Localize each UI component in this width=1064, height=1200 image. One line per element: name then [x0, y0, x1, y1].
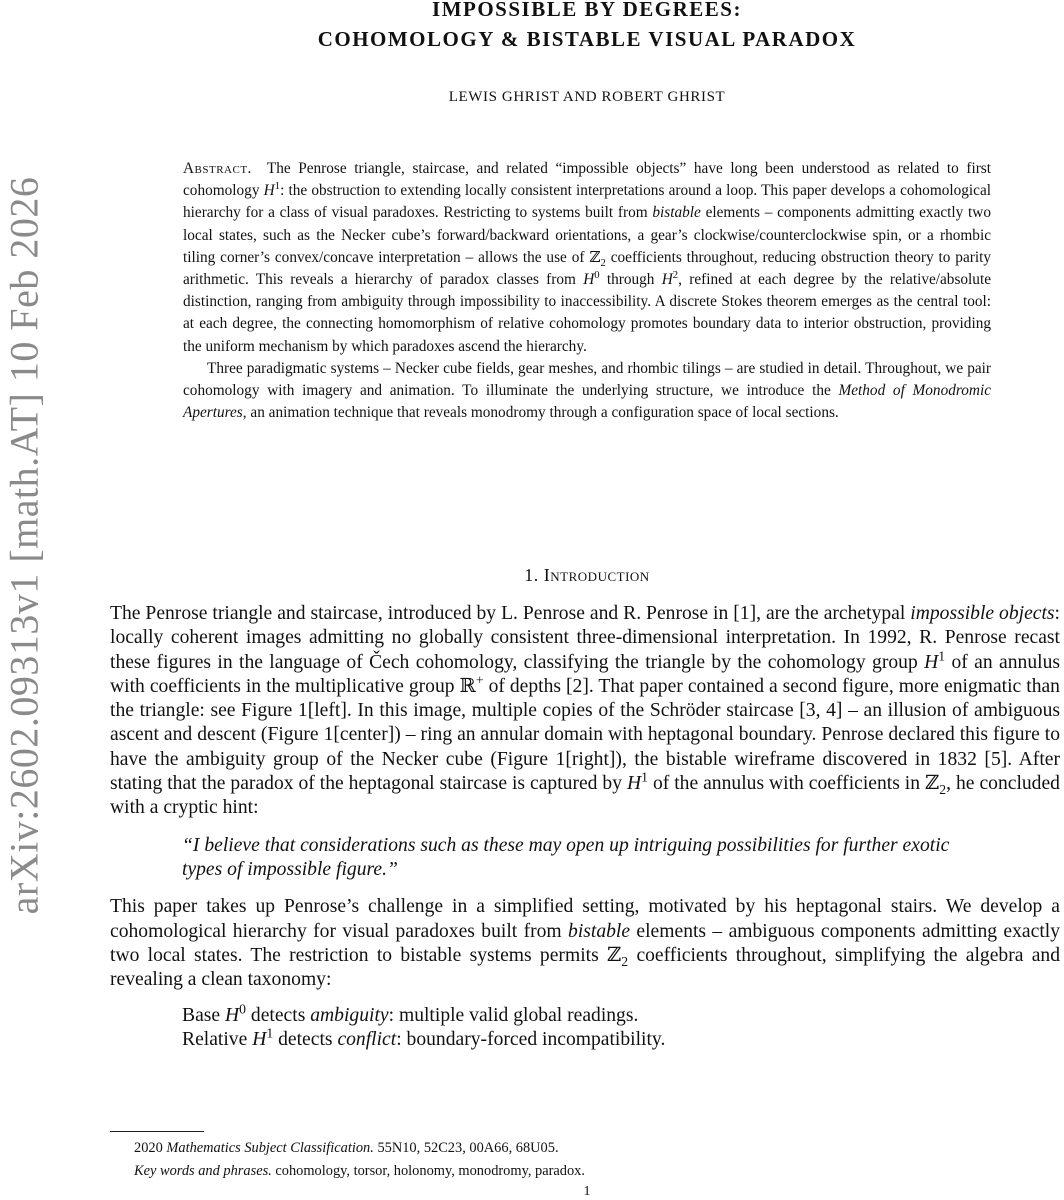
section-number: 1. — [524, 565, 539, 585]
intro-paragraph-2: This paper takes up Penrose’s challenge in a simplified setting, motivated by his heptagonal stairs. We develop a cohomological hierarchy for visual paradoxes built from bistable elements – ambiguous components admitting exactly two local states. The restriction to bistable systems permits ℤ$_2$ coefficients throughout, simplifying the algebra and revealing a clean taxonomy: — [110, 896, 1061, 991]
abstract — [183, 158, 991, 424]
penrose-quote — [182, 834, 992, 883]
intro-paragraph-1: The Penrose triangle and staircase, introduced by L. Penrose and R. Penrose in [1], are the archetypal impossible objects: locally coherent images admitting no globally consistent three-dimensional interpretation. In 1992, R. Penrose recast these figures in the language of Čech cohomology, classifying the triangle by the cohomology group $H^1$ of an annulus with coefficients in the multiplicative group ℝ+ of depths [2]. That paper contained a second figure, more enigmatic than the triangle: see Figure 1[left]. In this image, multiple copies of the Schröder staircase [3, 4] – an illusion of ambiguous ascent and descent (Figure 1[center]) – ring an annular domain with heptagonal boundary. Penrose declared this figure to have the ambiguity group of the Necker cube (Figure 1[right]), the bistable wireframe discovered in 1832 [5]. After stating that the paradox of the heptagonal staircase is captured by $H^1$ of the annulus with coefficients in ℤ$_2$, he concluded with a cryptic hint: — [110, 603, 1060, 819]
abstract-label: Abstract. — [183, 160, 252, 177]
taxonomy-verb: detects — [278, 1029, 333, 1051]
section-heading — [0, 565, 1064, 586]
cohomology-group: H — [252, 1029, 267, 1051]
abstract-paragraph-1 — [183, 158, 991, 358]
title-line-2: COHOMOLOGY & BISTABLE VISUAL PARADOX — [317, 27, 857, 51]
footnote-divider — [110, 1131, 204, 1132]
taxonomy-prefix: Base — [182, 1005, 221, 1027]
taxonomy-prefix: Relative — [182, 1029, 248, 1051]
taxonomy-item — [182, 1025, 1060, 1052]
paper-authors: LEWIS GHRIST AND ROBERT GHRIST — [448, 89, 726, 105]
taxonomy-list — [182, 1001, 1060, 1052]
taxonomy-gloss: : boundary-forced incompatibility. — [396, 1029, 666, 1051]
arxiv-identifier: arXiv:2602.09313v1 [math.AT] 10 Feb 2026 — [1, 176, 47, 914]
title-line-1: IMPOSSIBLE BY DEGREES: — [432, 0, 742, 21]
abstract-paragraph-2: Three paradigmatic systems – Necker cube fields, gear meshes, and rhombic tilings – are studied in detail. Throughout, we pair cohomology with imagery and animation. To illuminate the underlying structure, we introduce the Method of Monodromic Apertures, an animation technique that reveals monodromy through a configuration space of local sections. — [183, 359, 992, 422]
cohomology-group: H — [225, 1005, 240, 1027]
keywords: cohomology, torsor, holonomy, monodromy, paradox. — [275, 1162, 585, 1179]
paper-title — [0, 0, 1064, 54]
arxiv-identifier-stamp — [2, 160, 46, 930]
abstract-text-1: The Penrose triangle, staircase, and related “impossible objects” have long been understood as related to first cohomology $H^1$: the obstruction to extending locally consistent interpretations around a loop. This paper develops a cohomological hierarchy for a class of visual paradoxes. Restricting to systems built from bistable elements – components admitting exactly two local states, such as the Necker cube’s forward/backward orientations, a gear’s clockwise/counterclockwise spin, or a rhombic tiling corner’s convex/concave interpretation – allows the use of ℤ$_2$ coefficients throughout, reducing obstruction theory to parity arithmetic. This reveals a hierarchy of paradox classes from $H^0$ through $H^2$, refined at each degree by the relative/absolute distinction, ranging from ambiguity through impossibility to inaccessibility. A discrete Stokes theorem emerges as the central tool: at each degree, the connecting homomorphism of relative cohomology promotes boundary data to interior obstruction, providing the uniform mechanism by which paradoxes ascend the hierarchy. — [183, 160, 991, 355]
cohomology-degree: 1 — [266, 1025, 274, 1041]
taxonomy-term: conflict — [337, 1029, 397, 1051]
taxonomy-item — [182, 1001, 1060, 1028]
taxonomy-gloss: : multiple valid global readings. — [388, 1005, 639, 1027]
page-number: 1 — [583, 1184, 591, 1199]
quote-text: “I believe that considerations such as these may open up intriguing possibilities for further exotic types of impossible figure.” — [182, 834, 950, 880]
taxonomy-verb: detects — [250, 1005, 306, 1027]
introduction-body — [110, 602, 1060, 1052]
cohomology-degree: 0 — [239, 1001, 247, 1017]
msc-codes: 55N10, 52C23, 00A66, 68U05. — [377, 1140, 559, 1156]
footnote-keywords — [134, 1160, 1034, 1183]
taxonomy-term: ambiguity — [310, 1005, 389, 1027]
footnote-msc — [134, 1137, 1034, 1160]
section-title: Introduction — [543, 565, 650, 585]
msc-year: 2020 — [134, 1140, 163, 1156]
msc-label: Mathematics Subject Classification. — [166, 1140, 374, 1156]
footnotes — [134, 1137, 1034, 1182]
keywords-label: Key words and phrases. — [134, 1162, 272, 1179]
